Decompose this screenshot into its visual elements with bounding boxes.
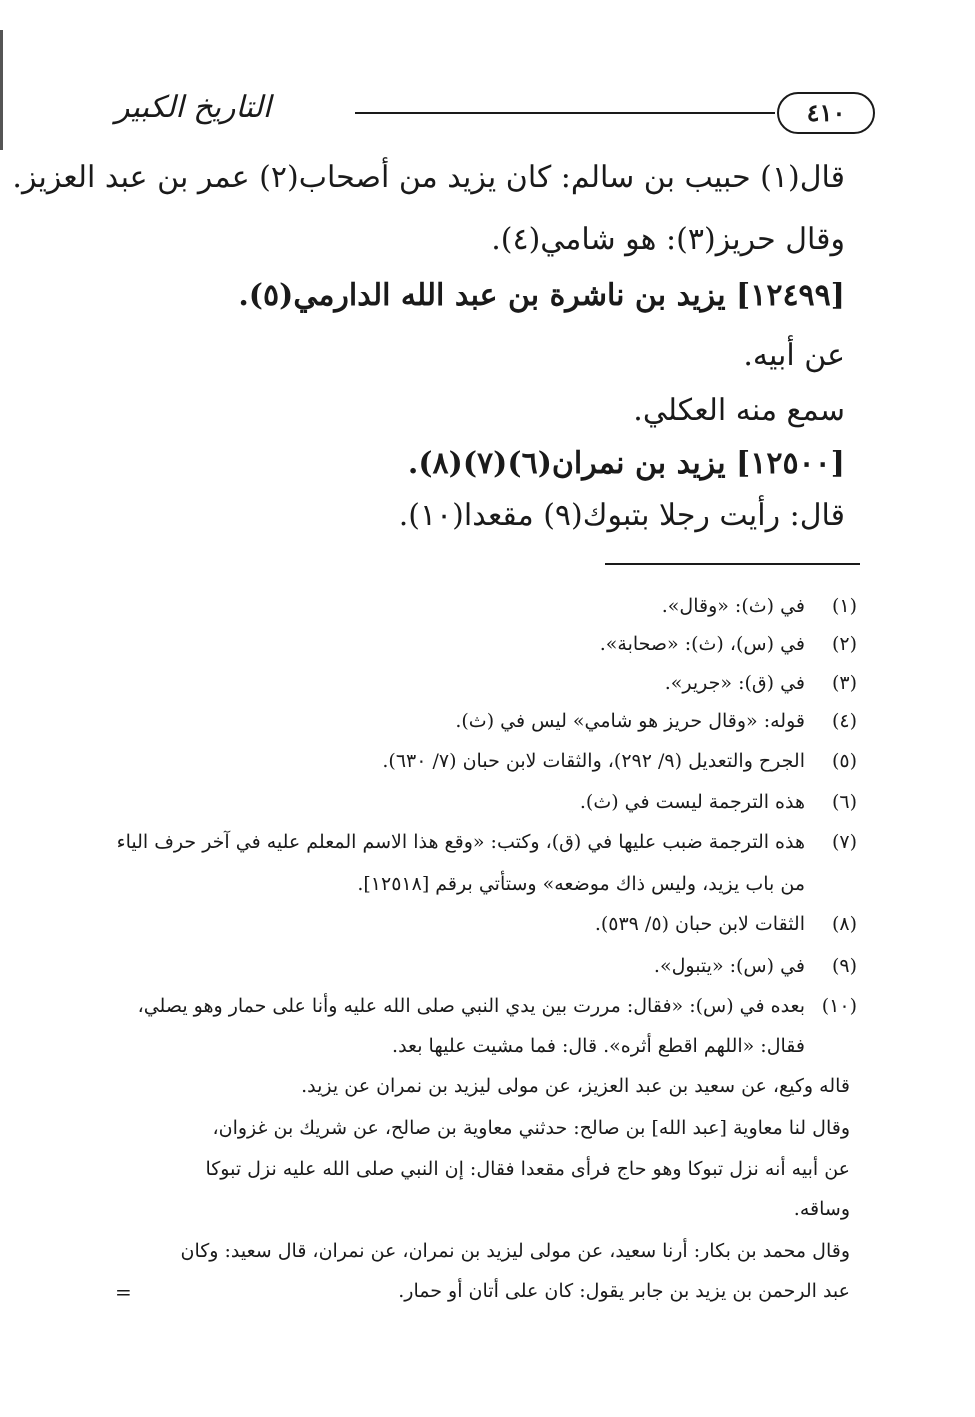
binding-edge	[0, 30, 3, 150]
body-line-5: سمع منه العكلي.	[633, 393, 845, 428]
footnote-5: (٥)الجرح والتعديل (٩/ ٢٩٢)، والثقات لابن حبان (٧/ ٦٣٠).	[382, 750, 857, 772]
footnote-divider	[605, 563, 860, 565]
body-line-1: قال(١) حبيب بن سالم: كان يزيد من أصحاب(٢) عمر بن عبد العزيز.	[12, 160, 845, 195]
footnote-10-line-7: وقال محمد بن بكار: أرنا سعيد، عن مولى ليزيد بن نمران، عن نمران، قال سعيد: وكان	[180, 1240, 850, 1262]
footnote-8: (٨)الثقات لابن حبان (٥/ ٥٣٩).	[594, 913, 857, 935]
footnote-4: (٤)قوله: «وقال حريز هو شامي» ليس في (ث).	[455, 710, 857, 732]
footnote-10-line-4: وقال لنا معاوية [عبد الله] بن صالح: حدثني معاوية بن صالح، عن شريك بن غزوان،	[212, 1117, 850, 1139]
header-rule	[355, 112, 775, 114]
footnote-10-line-3: قاله وكيع، عن سعيد بن عبد العزيز، عن مولى ليزيد بن نمران عن يزيد.	[301, 1075, 850, 1097]
page-number: ٤١٠	[777, 92, 875, 134]
footnote-10-line-6: وساقه.	[793, 1198, 850, 1220]
footnote-10-continued: فقال: «اللهم اقطع أثره». قال: فما مشيت عليها بعد.	[392, 1035, 805, 1057]
body-line-4: عن أبيه.	[743, 338, 845, 373]
footnote-2: (٢)في (س)، (ث): «صحابة».	[599, 633, 857, 655]
body-line-2: وقال حريز(٣): هو شامي(٤).	[491, 222, 845, 257]
entry-12499-heading: [١٢٤٩٩] يزيد بن ناشرة بن عبد الله الدارمي(٥).	[238, 278, 845, 313]
footnote-6: (٦)هذه الترجمة ليست في (ث).	[579, 791, 857, 813]
footnote-10-line-5: عن أبيه أنه نزل تبوكا وهو حاج فرأى مقعدا فقال: إن النبي صلى الله عليه نزل تبوكا	[205, 1158, 850, 1180]
footnote-1: (١)في (ث): «وقال».	[661, 595, 857, 617]
page-header	[115, 90, 875, 140]
footnote-9: (٩)في (س): «يتبول».	[653, 955, 857, 977]
footnote-10-line-8: عبد الرحمن بن يزيد بن جابر يقول: كان على أتان أو حمار.	[398, 1280, 850, 1302]
body-line-7: قال: رأيت رجلا بتبوك(٩) مقعدا(١٠).	[398, 498, 845, 533]
footnote-3: (٣)في (ق): «جرير».	[664, 672, 857, 694]
footnote-7: (٧)هذه الترجمة ضبب عليها في (ق)، وكتب: «وقع هذا الاسم المعلم عليه في آخر حرف الياء	[116, 831, 857, 853]
footnote-10: (١٠)بعده في (س): «فقال: مررت بين يدي النبي صلى الله عليه وأنا على حمار وهو يصلي،	[137, 995, 857, 1017]
footnote-7-continued: من باب يزيد، وليس ذاك موضعه» وستأتي برقم [١٢٥١٨].	[357, 873, 805, 895]
continuation-mark: =	[115, 1280, 132, 1304]
book-title: التاريخ الكبير	[115, 90, 272, 125]
entry-12500-heading: [١٢٥٠٠] يزيد بن نمران(٦)(٧)(٨).	[407, 446, 845, 481]
